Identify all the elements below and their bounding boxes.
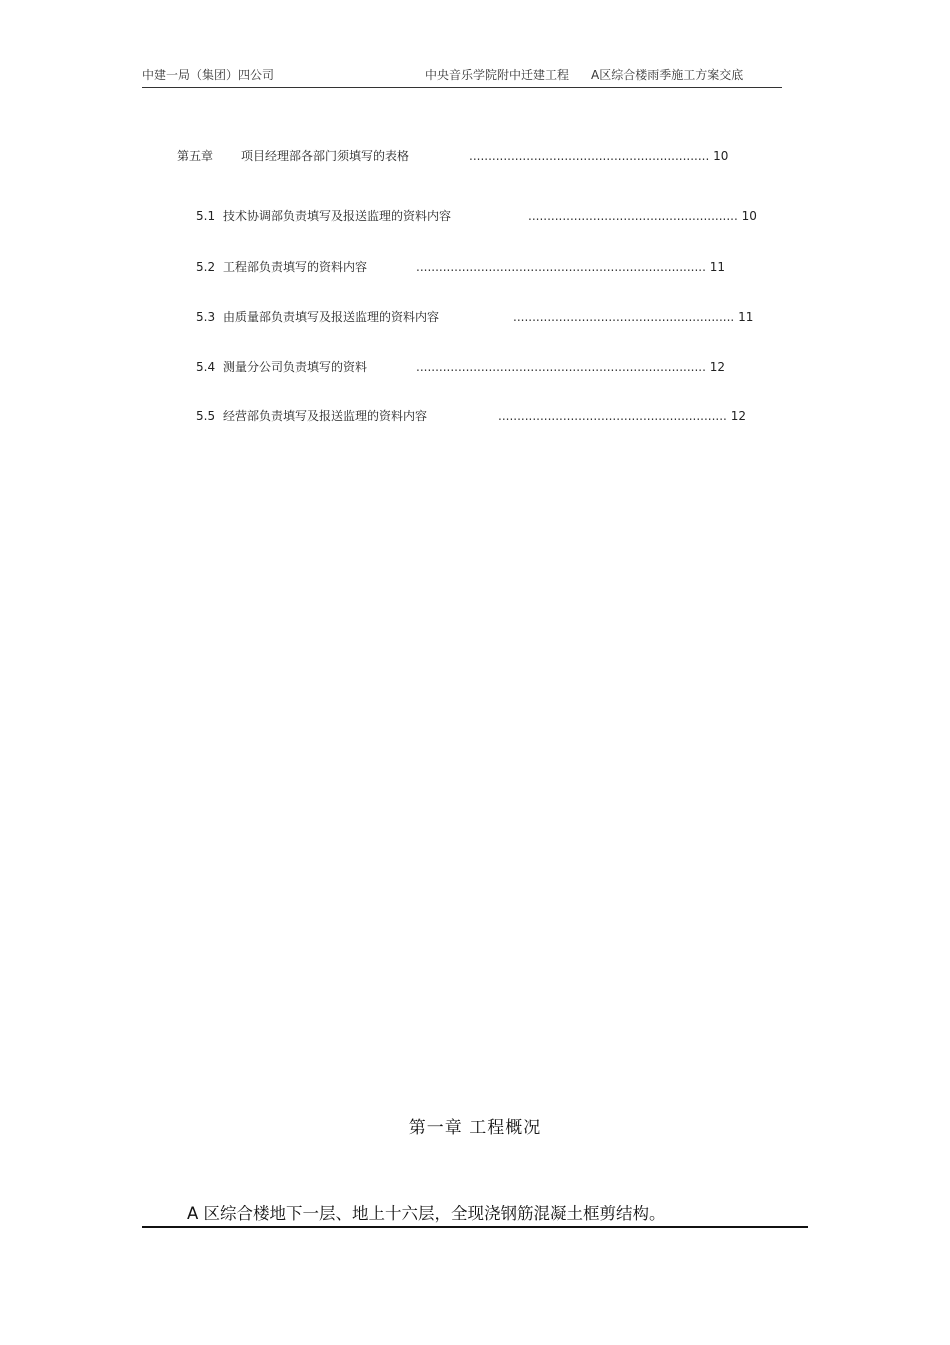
toc-leader: ............................................................................ — [416, 260, 706, 274]
toc-number: 第五章 — [177, 149, 214, 163]
header-project-name: 中央音乐学院附中迁建工程 — [425, 68, 570, 82]
body-paragraph: A 区综合楼地下一层、地上十六层，全现浇钢筋混凝土框剪结构。 — [187, 1204, 666, 1223]
toc-title: 技术协调部负责填写及报送监理的资料内容 — [223, 209, 452, 223]
toc-page-number: 11 — [738, 310, 754, 324]
toc-page-number: 10 — [741, 209, 757, 223]
toc-number: 5.4 — [196, 360, 216, 374]
toc-entry-5-1[interactable] — [196, 207, 757, 224]
header-rule — [142, 87, 782, 88]
toc-number: 5.2 — [196, 260, 216, 274]
header-document-title — [425, 66, 743, 83]
toc-leader: ............................................................ — [498, 409, 727, 423]
toc-entry-5-5[interactable] — [196, 407, 746, 424]
footer-rule — [142, 1226, 808, 1228]
toc-page-number: 10 — [713, 149, 729, 163]
toc-title: 测量分公司负责填写的资料 — [223, 360, 368, 374]
toc-entry-5-3[interactable] — [196, 308, 753, 325]
toc-title: 经营部负责填写及报送监理的资料内容 — [223, 409, 428, 423]
toc-title: 项目经理部各部门须填写的表格 — [241, 149, 410, 163]
toc-entry-chapter-5[interactable] — [177, 147, 728, 164]
header-doc-name: A区综合楼雨季施工方案交底 — [591, 68, 744, 82]
toc-number: 5.5 — [196, 409, 216, 423]
toc-title: 由质量部负责填写及报送监理的资料内容 — [223, 310, 440, 324]
toc-leader: ....................................................... — [528, 209, 738, 223]
toc-entry-5-2[interactable] — [196, 258, 725, 275]
toc-page-number: 11 — [709, 260, 726, 274]
toc-page-number: 12 — [709, 360, 726, 374]
toc-title: 工程部负责填写的资料内容 — [223, 260, 368, 274]
toc-leader: ............................................................... — [469, 149, 710, 163]
toc-leader: ............................................................................ — [416, 360, 706, 374]
chapter-heading: 第一章 工程概况 — [408, 1118, 542, 1138]
toc-entry-5-4[interactable] — [196, 358, 725, 375]
toc-page-number: 12 — [730, 409, 746, 423]
header-company: 中建一局（集团）四公司 — [142, 68, 275, 82]
toc-leader: .......................................................... — [513, 310, 735, 324]
toc-number: 5.3 — [196, 310, 216, 324]
toc-number: 5.1 — [196, 209, 216, 223]
